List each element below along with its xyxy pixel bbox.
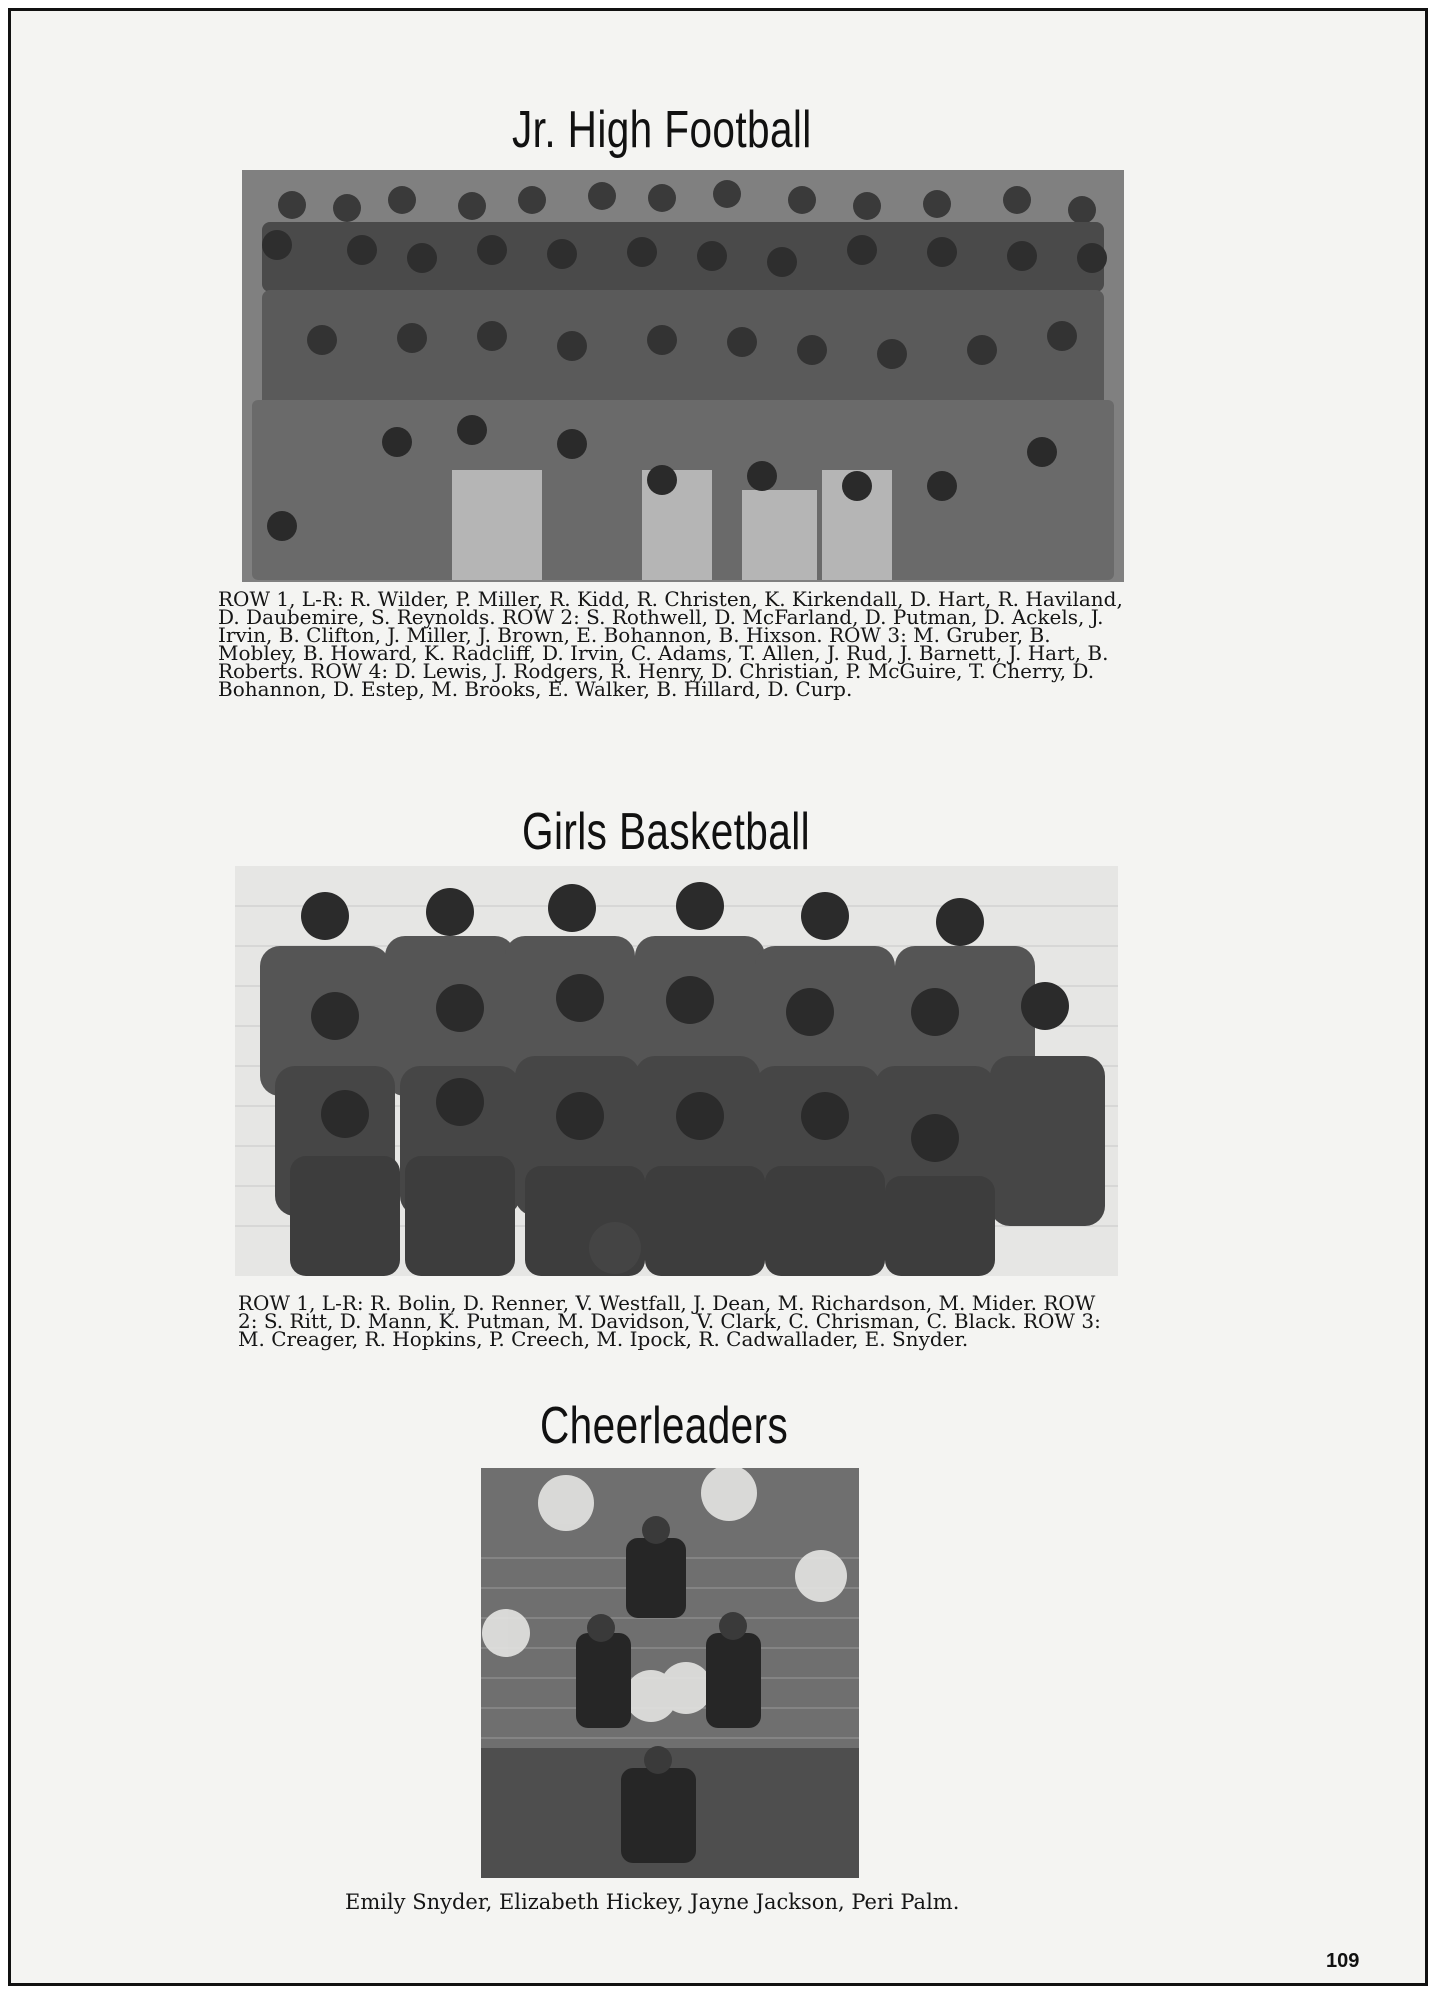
- cheerleaders-title: Cheerleaders: [540, 1397, 789, 1455]
- football-team-photo: [242, 170, 1124, 582]
- page-number: 109: [1326, 1950, 1360, 1972]
- football-title: Jr. High Football: [512, 101, 812, 159]
- cheerleaders-caption: Emily Snyder, Elizabeth Hickey, Jayne Jackson, Peri Palm.: [345, 1890, 960, 1914]
- football-caption: ROW 1, L-R: R. Wilder, P. Miller, R. Kidd, R. Christen, K. Kirkendall, D. Hart, R. Haviland, D. Daubemire, S. Reynolds. ROW 2: S. Rothwell, D. McFarland, D. Putman, D. Ackels, J. Irvin, B. Clifton, J. Miller, J. Brown, E. Bohannon, B. Hixson. ROW 3: M. Gruber, B. Mobley, B. Howard, K. Radcliff, D. Irvin, C. Adams, T. Allen, J. Rud, J. Barnett, J. Hart, B. Roberts. ROW 4: D. Lewis, J. Rodgers, R. Henry, D. Christian, P. McGuire, T. Cherry, D. Bohannon, D. Estep, M. Brooks, E. Walker, B. Hillard, D. Curp.: [218, 587, 1123, 701]
- basketball-caption: ROW 1, L-R: R. Bolin, D. Renner, V. Westfall, J. Dean, M. Richardson, M. Mider. ROW 2: S. Ritt, D. Mann, K. Putman, M. Davidson, V. Clark, C. Chrisman, C. Black. ROW 3: M. Creager, R. Hopkins, P. Creech, M. Ipock, R. Cadwallader, E. Snyder.: [238, 1291, 1101, 1351]
- cheerleaders-photo: [481, 1468, 859, 1878]
- basketball-team-photo: [235, 866, 1118, 1276]
- basketball-title: Girls Basketball: [522, 803, 811, 861]
